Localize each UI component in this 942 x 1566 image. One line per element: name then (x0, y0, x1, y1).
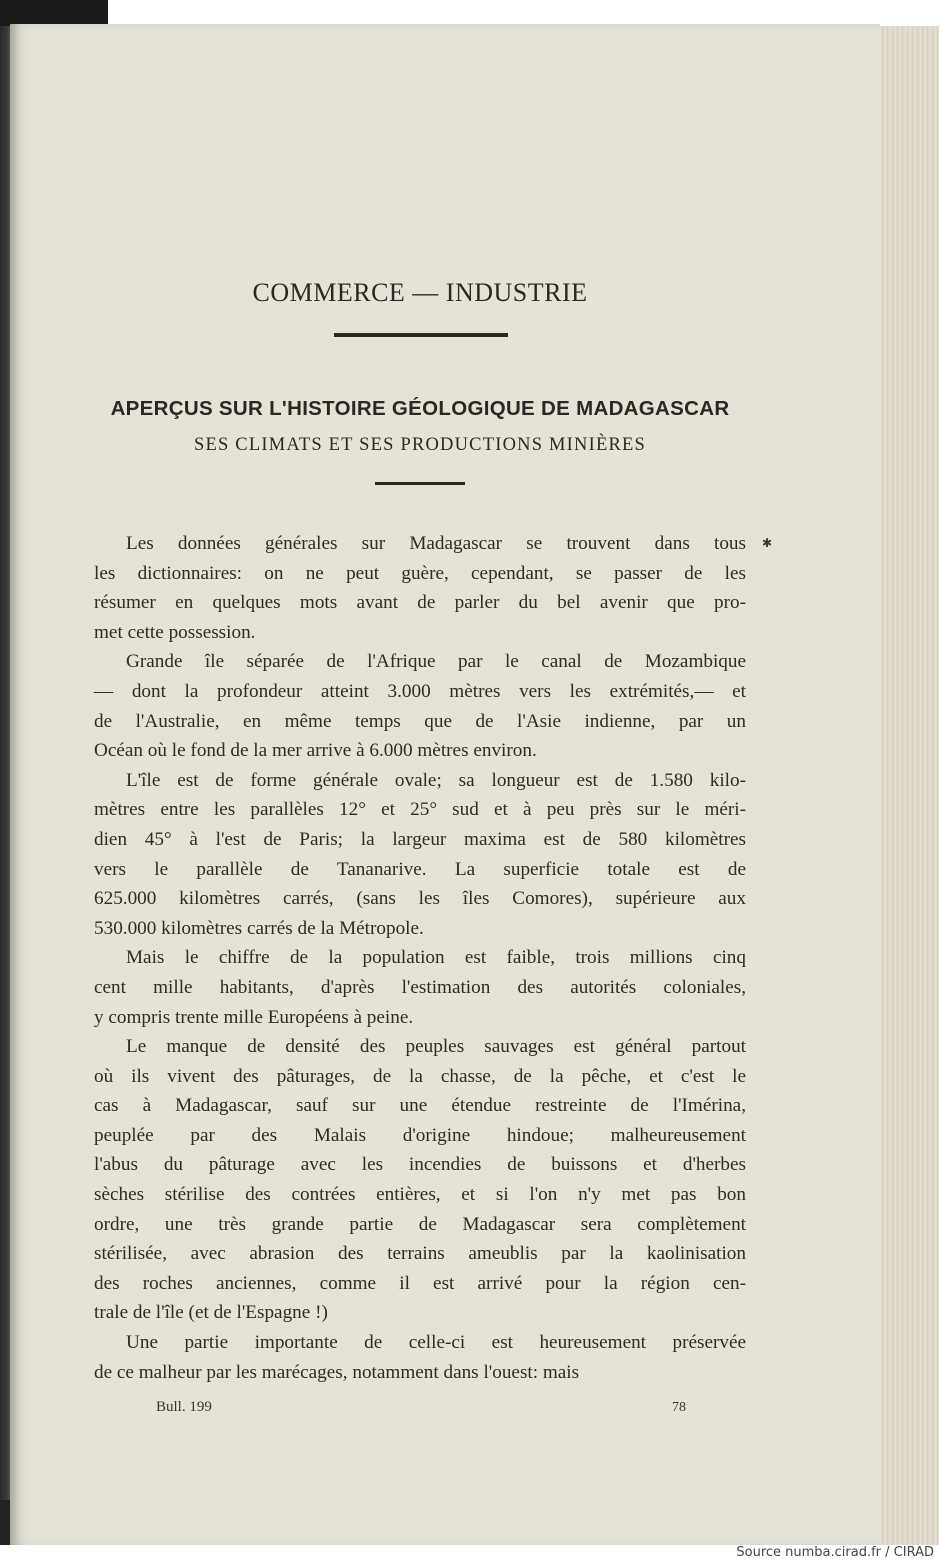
text-line: vers le parallèle de Tananarive. La superficie totale est de (94, 858, 746, 880)
text-line: 530.000 kilomètres carrés de la Métropole. (94, 917, 424, 939)
text-line: sèches stérilise des contrées entières, et si l'on n'y met pas bon (94, 1184, 746, 1206)
bleed-through (95, 122, 795, 582)
article-body (94, 529, 746, 1387)
heading-rule (334, 333, 508, 337)
text-line: Le manque de densité des peuples sauvages est général partout (126, 1036, 746, 1058)
paragraph (94, 1032, 746, 1328)
text-line: Une partie importante de celle-ci est heureusement préservée (126, 1332, 746, 1354)
text-line: 625.000 kilomètres carrés, (sans les îles Comores), supérieure aux (94, 888, 746, 910)
text-line: Mais le chiffre de la population est faible, trois millions cinq (126, 947, 746, 969)
source-credit: Source numba.cirad.fr / CIRAD (736, 1545, 934, 1560)
text-line: y compris trente mille Européens à peine. (94, 1006, 414, 1028)
text-line: de ce malheur par les marécages, notamment dans l'ouest: mais (94, 1361, 580, 1383)
text-line: ordre, une très grande partie de Madagascar sera complètement (94, 1213, 746, 1235)
section-heading: COMMERCE — INDUSTRIE (252, 278, 588, 307)
title-rule (375, 482, 465, 485)
text-line: les dictionnaires: on ne peut guère, cependant, se passer de les (94, 562, 746, 584)
text-line: des roches anciennes, comme il est arrivé pour la région cen- (94, 1272, 746, 1294)
page-number: 78 (672, 1400, 686, 1415)
text-line: cent mille habitants, d'après l'estimation des autorités coloniales, (94, 976, 746, 998)
article-title: APERÇUS SUR L'HISTOIRE GÉOLOGIQUE DE MADAGASCAR (110, 397, 730, 420)
text-line: peuplée par des Malais d'origine hindoue; malheureusement (94, 1124, 746, 1146)
paragraph (94, 943, 746, 1032)
page-leaf (10, 24, 880, 1545)
text-line: Les données générales sur Madagascar se trouvent dans tous (126, 533, 746, 554)
scanner-edge-top (0, 0, 108, 26)
paragraph (94, 647, 746, 765)
paragraph (94, 766, 746, 944)
text-line: Océan où le fond de la mer arrive à 6.000 mètres environ. (94, 740, 537, 762)
text-line: met cette possession. (94, 621, 256, 643)
page-edges (878, 26, 939, 1545)
text-line: stérilisée, avec abrasion des terrains ameublis par la kaolinisation (94, 1243, 746, 1265)
text-line: résumer en quelques mots avant de parler du bel avenir que pro- (94, 592, 746, 614)
paragraph (94, 529, 746, 647)
text-line: L'île est de forme générale ovale; sa longueur est de 1.580 kilo- (126, 769, 746, 791)
paragraph (94, 1328, 746, 1387)
text-line: où ils vivent des pâturages, de la chasse, de la pêche, et c'est le (94, 1065, 746, 1087)
text-line: mètres entre les parallèles 12° et 25° sud et à peu près sur le méri- (94, 799, 746, 821)
text-line: Grande île séparée de l'Afrique par le canal de Mozambique (126, 651, 746, 673)
text-line: dien 45° à l'est de Paris; la largeur maxima est de 580 kilomètres (94, 828, 746, 850)
text-line: cas à Madagascar, sauf sur une étendue restreinte de l'Imérina, (94, 1095, 746, 1117)
text-line: trale de l'île (et de l'Espagne !) (94, 1302, 328, 1324)
text-line: de l'Australie, en même temps que de l'Asie indienne, par un (94, 710, 746, 732)
text-line: — dont la profondeur atteint 3.000 mètres vers les extrémités,— et (94, 680, 746, 702)
text-line: l'abus du pâturage avec les incendies de buissons et d'herbes (94, 1154, 746, 1176)
footer-signature: Bull. 199 (156, 1399, 212, 1415)
article-subtitle: SES CLIMATS ET SES PRODUCTIONS MINIÈRES (194, 435, 646, 455)
margin-mark: ✱ (762, 536, 773, 550)
